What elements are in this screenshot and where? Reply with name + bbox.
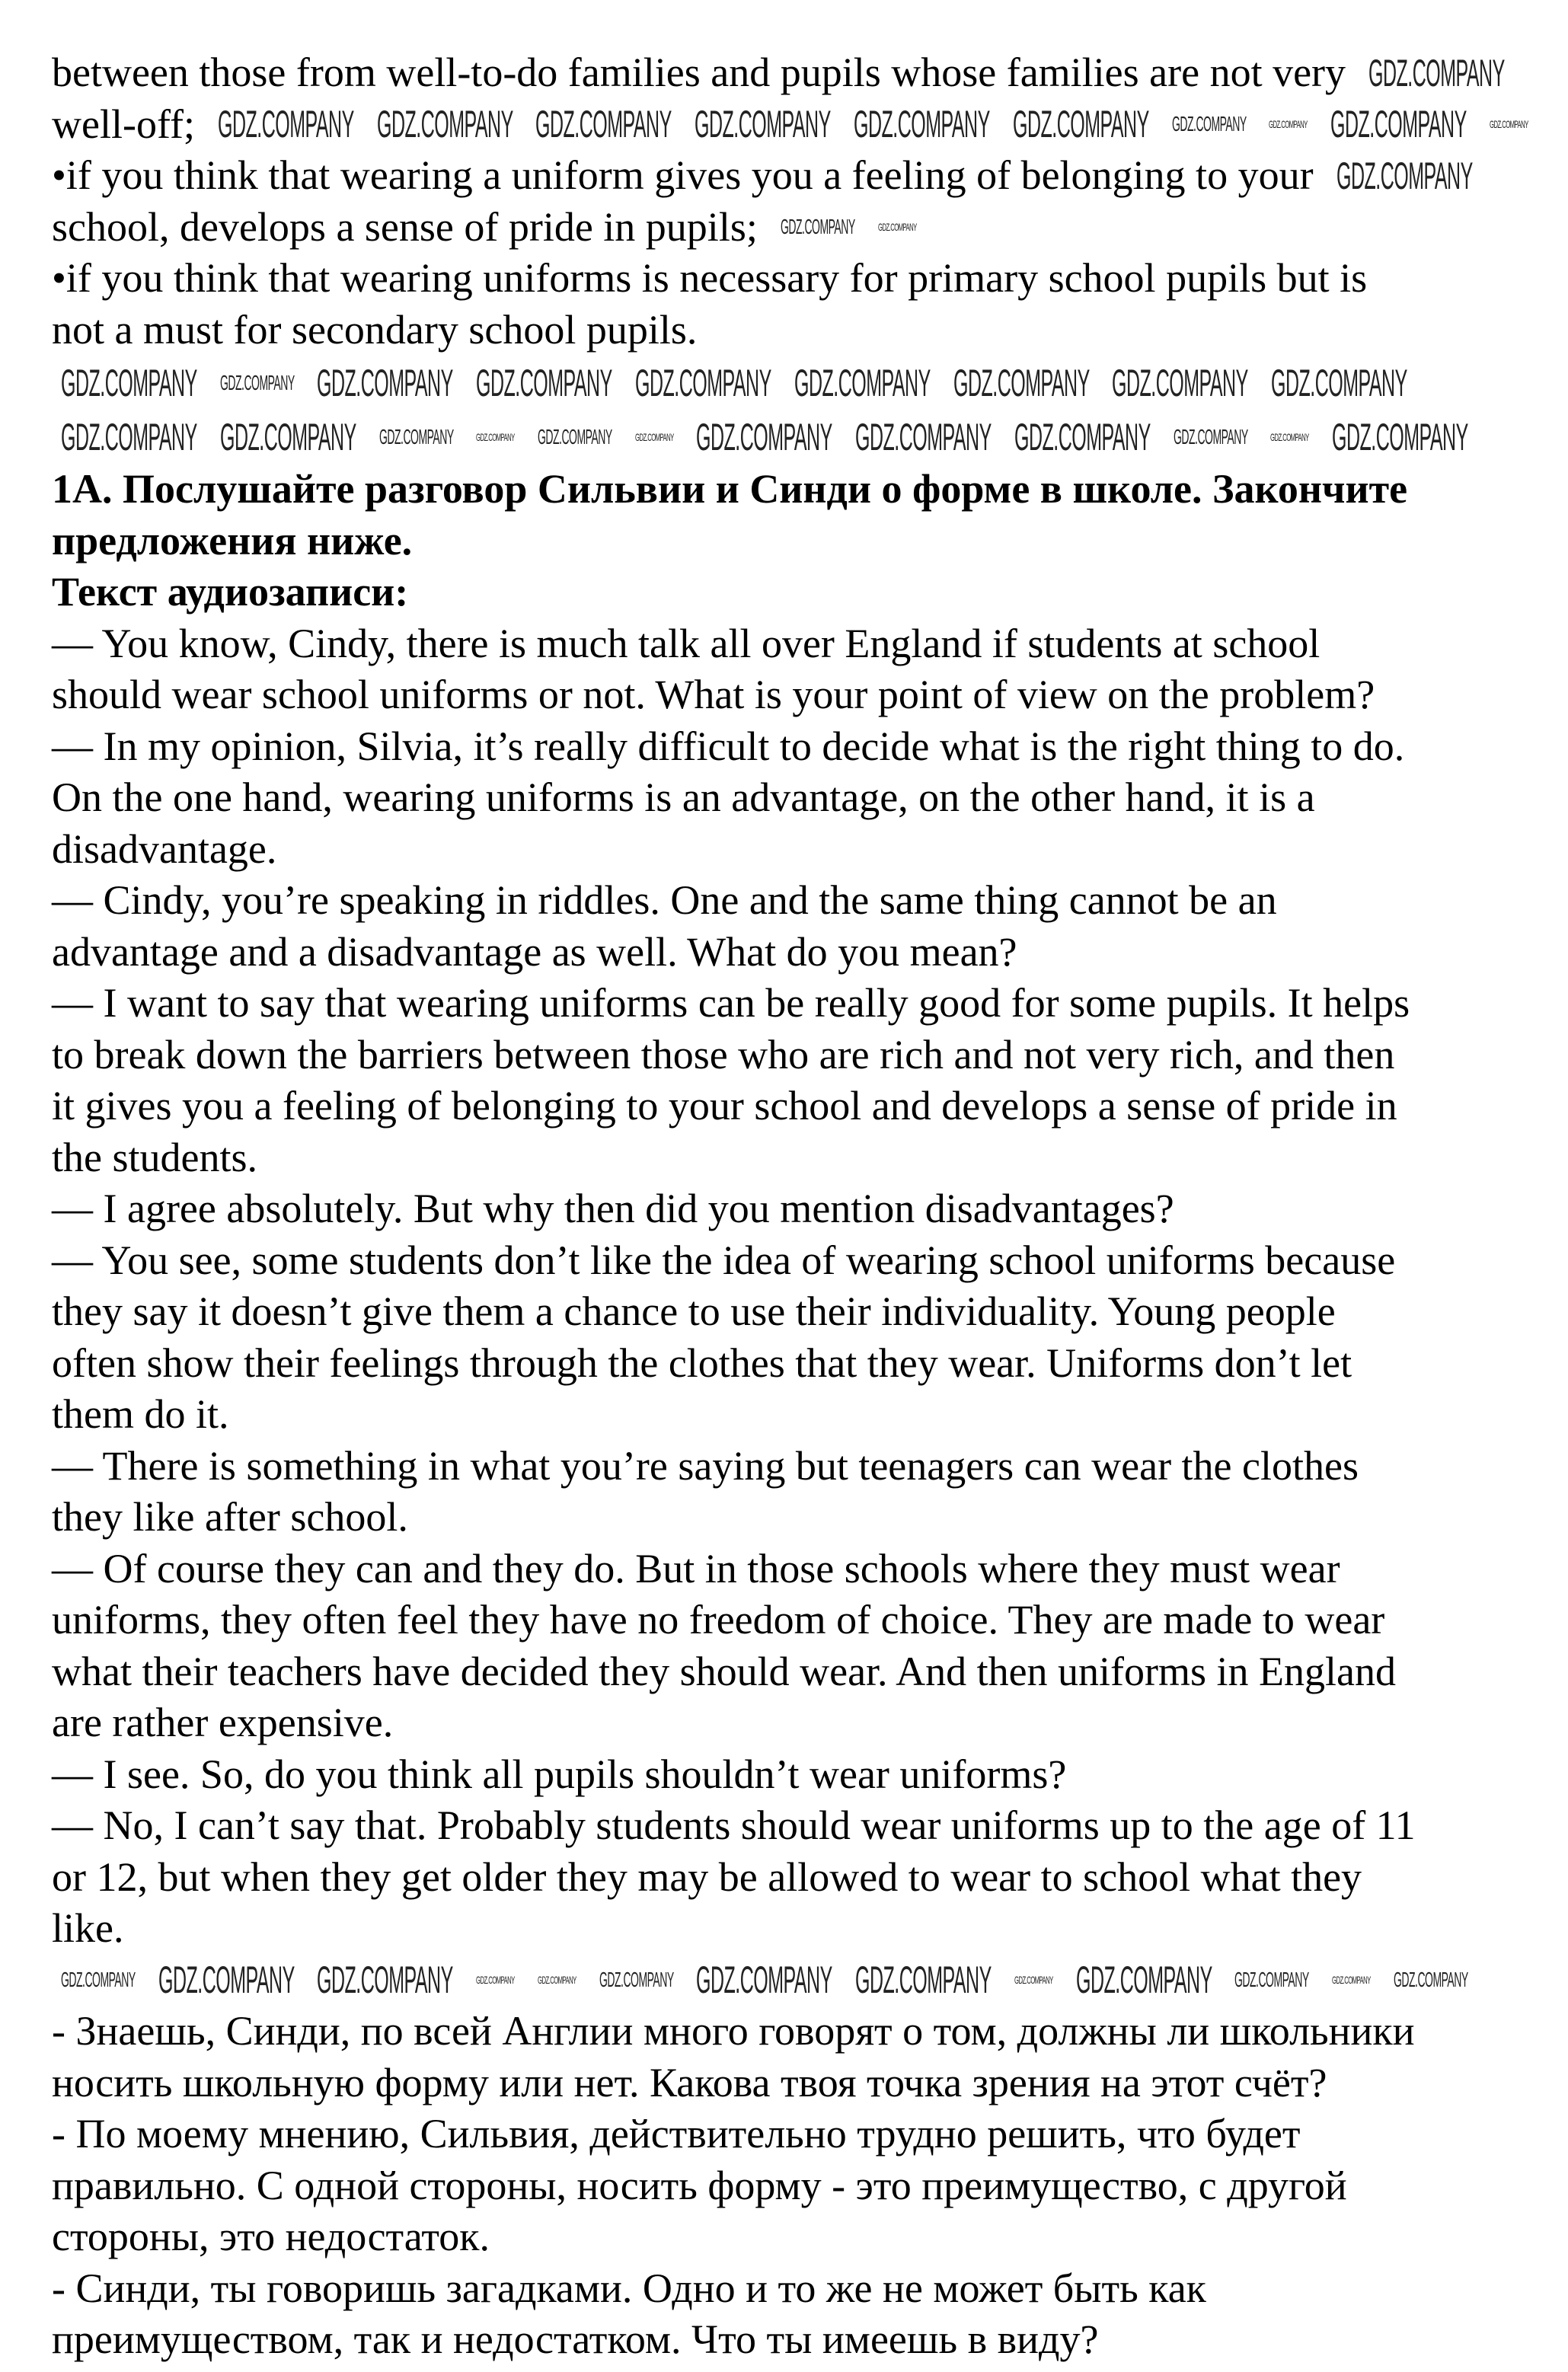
dialogue-line: to break down the barriers between those who are rich and not very rich, and then	[52, 1031, 1395, 1077]
dialogue-line: — You know, Cindy, there is much talk all over England if students at school	[52, 620, 1321, 666]
dialogue-russian	[52, 2006, 1560, 2366]
watermark: GDZ.COMPANY	[61, 415, 197, 458]
watermark: GDZ.COMPANY	[476, 361, 612, 404]
dialogue-line: - Синди, ты говоришь загадками. Одно и то же не может быть как	[52, 2265, 1206, 2311]
watermark: GDZ.COMPANY	[1489, 118, 1528, 131]
watermark: GDZ.COMPANY	[1330, 103, 1467, 146]
heading-line: Текст аудиозаписи:	[52, 569, 409, 615]
dialogue-line: should wear school uniforms or not. What is your point of view on the problem?	[52, 672, 1375, 717]
watermark: GDZ.COMPANY	[1173, 424, 1248, 449]
watermark: GDZ.COMPANY	[537, 1974, 576, 1987]
watermark: GDZ.COMPANY	[634, 430, 674, 443]
watermark: GDZ.COMPANY	[158, 1959, 295, 2002]
dialogue-line: — I see. So, do you think all pupils shouldn’t wear uniforms?	[52, 1751, 1067, 1797]
watermark: GDZ.COMPANY	[1014, 415, 1151, 458]
dialogue-line: — Of course they can and they do. But in those schools where they must wear	[52, 1545, 1340, 1591]
watermark: GDZ.COMPANY	[1234, 1968, 1310, 1992]
watermark: GDZ.COMPANY	[1014, 1974, 1053, 1987]
watermark: GDZ.COMPANY	[1368, 51, 1505, 94]
heading-line: предложения ниже.	[52, 517, 413, 563]
dialogue-line: - Знаешь, Синди, по всей Англии много говорят о том, должны ли школьники	[52, 2008, 1415, 2054]
dialogue-line: — Cindy, you’re speaking in riddles. One and the same thing cannot be an	[52, 877, 1277, 923]
watermark: GDZ.COMPANY	[953, 361, 1090, 404]
watermark: GDZ.COMPANY	[695, 103, 832, 146]
watermark: GDZ.COMPANY	[1075, 1959, 1212, 2002]
watermark: GDZ.COMPANY	[317, 1959, 454, 2002]
dialogue-line: uniforms, they often feel they have no freedom of choice. They are made to wear	[52, 1597, 1385, 1643]
watermark: GDZ.COMPANY	[219, 415, 356, 458]
dialogue-line: or 12, but when they get older they may be allowed to wear to school what they	[52, 1853, 1362, 1900]
dialogue-line: стороны, это недостаток.	[52, 2214, 490, 2259]
watermark: GDZ.COMPANY	[634, 361, 771, 404]
watermark: GDZ.COMPANY	[1271, 361, 1407, 404]
watermark: GDZ.COMPANY	[217, 103, 354, 146]
dialogue-line: - По моему мнению, Сильвия, действительно трудно решить, что будет	[52, 2111, 1301, 2157]
watermark: GDZ.COMPANY	[696, 415, 833, 458]
text-line: •if you think that wearing uniforms is necessary for primary school pupils but is	[52, 255, 1368, 301]
watermark: GDZ.COMPANY	[794, 361, 931, 404]
dialogue-line: носить школьную форму или нет. Какова твоя точка зрения на этот счёт?	[52, 2059, 1327, 2105]
dialogue-line: — In my opinion, Silvia, it’s really difficult to decide what is the right thing to do.	[52, 723, 1405, 769]
dialogue-line: — I want to say that wearing uniforms can be really good for some pupils. It helps	[52, 980, 1410, 1026]
watermark: GDZ.COMPANY	[537, 424, 612, 449]
dialogue-line: they like after school.	[52, 1494, 408, 1540]
watermark: GDZ.COMPANY	[1269, 118, 1308, 131]
watermark: GDZ.COMPANY	[317, 361, 454, 404]
text-line: school, develops a sense of pride in pupils;	[52, 203, 758, 250]
dialogue-line: — No, I can’t say that. Probably students should wear uniforms up to the age of 11	[52, 1802, 1416, 1848]
watermark: GDZ.COMPANY	[1270, 430, 1310, 443]
watermark: GDZ.COMPANY	[855, 415, 992, 458]
watermark: GDZ.COMPANY	[1012, 103, 1149, 146]
dialogue-line: — I agree absolutely. But why then did you mention disadvantages?	[52, 1186, 1174, 1231]
heading-line: 1A. Послушайте разговор Сильвии и Синди о форме в школе. Закончите	[52, 466, 1408, 512]
text-line: •if you think that wearing a uniform gives you a feeling of belonging to your	[52, 152, 1314, 198]
dialogue-line: — You see, some students don’t like the idea of wearing school uniforms because	[52, 1237, 1396, 1283]
watermark: GDZ.COMPANY	[535, 103, 672, 146]
watermark: GDZ.COMPANY	[378, 424, 454, 449]
watermark: GDZ.COMPANY	[1336, 154, 1473, 197]
dialogue-line: — There is something in what you’re saying but teenagers can wear the clothes	[52, 1442, 1359, 1489]
dialogue-line: often show their feelings through the clothes that they wear. Uniforms don’t let	[52, 1339, 1352, 1386]
dialogue-line: they say it doesn’t give them a chance to use their individuality. Young people	[52, 1288, 1336, 1334]
dialogue-line: правильно. С одной стороны, носить форму - это преимущество, с другой	[52, 2162, 1347, 2208]
watermark: GDZ.COMPANY	[855, 1959, 992, 2002]
watermark: GDZ.COMPANY	[61, 1968, 136, 1992]
watermark: GDZ.COMPANY	[696, 1959, 833, 2002]
dialogue-line: the students.	[52, 1134, 257, 1180]
task-heading	[52, 464, 1560, 618]
watermark: GDZ.COMPANY	[476, 430, 515, 443]
dialogue-line: advantage and a disadvantage as well. What do you mean?	[52, 928, 1017, 975]
dialogue-line: On the one hand, wearing uniforms is an advantage, on the other hand, it is a	[52, 774, 1315, 820]
text-line: not a must for secondary school pupils.	[52, 306, 698, 353]
dialogue-line: преимуществом, так и недостатком. Что ты имеешь в виду?	[52, 2316, 1099, 2362]
watermark: GDZ.COMPANY	[1332, 415, 1468, 458]
intro-paragraph	[52, 47, 1560, 356]
dialogue-line: like.	[52, 1905, 124, 1951]
dialogue-line: disadvantage.	[52, 825, 277, 872]
watermark: GDZ.COMPANY	[1112, 361, 1249, 404]
dialogue-english	[52, 618, 1560, 1955]
watermark: GDZ.COMPANY	[877, 221, 917, 234]
watermark: GDZ.COMPANY	[780, 215, 855, 239]
dialogue-line: are rather expensive.	[52, 1700, 394, 1745]
dialogue-line: it gives you a feeling of belonging to your school and develops a sense of pride in	[52, 1083, 1397, 1129]
watermark: GDZ.COMPANY	[376, 103, 513, 146]
dialogue-line: what their teachers have decided they should wear. And then uniforms in England	[52, 1648, 1396, 1694]
watermark: GDZ.COMPANY	[219, 370, 295, 394]
watermark: GDZ.COMPANY	[476, 1974, 515, 1987]
watermark: GDZ.COMPANY	[1393, 1968, 1468, 1992]
text-line: between those from well-to-do families and pupils whose families are not very	[52, 49, 1346, 95]
watermark: GDZ.COMPANY	[1332, 1974, 1371, 1987]
watermark: GDZ.COMPANY	[1171, 112, 1247, 136]
text-line: well-off;	[52, 101, 195, 147]
watermark: GDZ.COMPANY	[854, 103, 990, 146]
watermark: GDZ.COMPANY	[61, 361, 197, 404]
watermark: GDZ.COMPANY	[599, 1968, 674, 1992]
dialogue-line: them do it.	[52, 1391, 229, 1437]
